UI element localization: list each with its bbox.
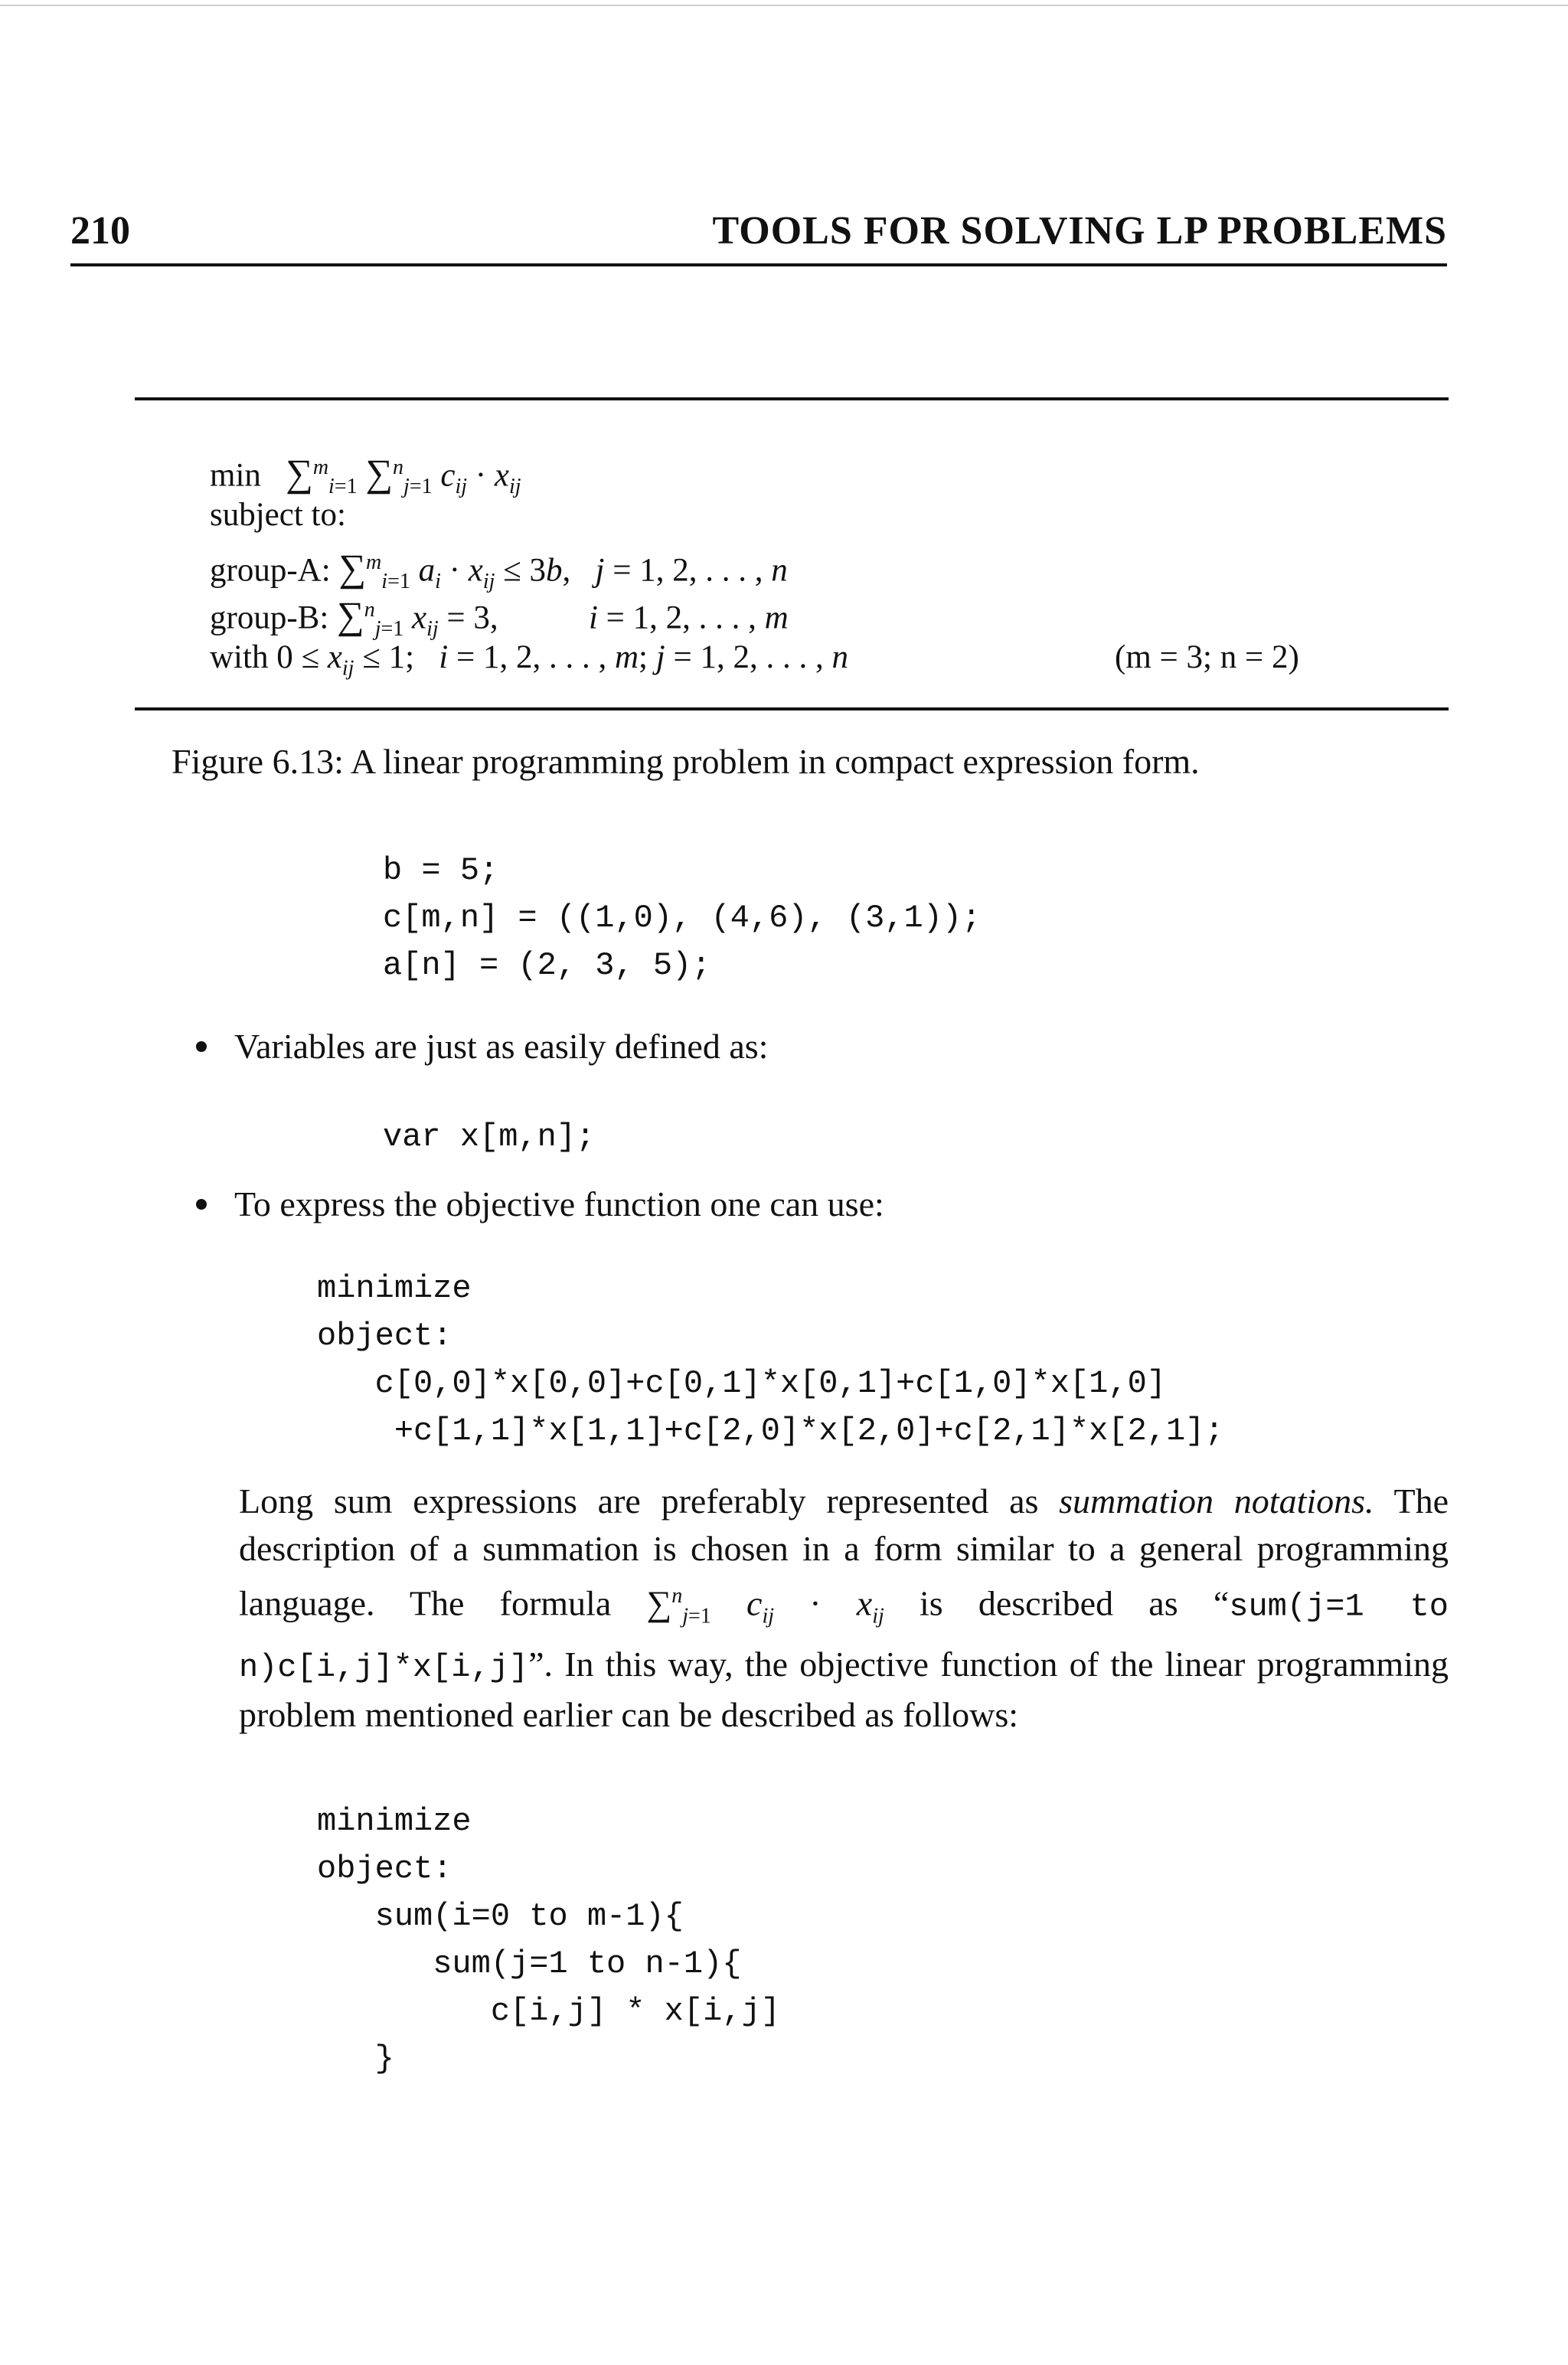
running-title: TOOLS FOR SOLVING LP PROBLEMS	[712, 209, 1447, 253]
code-block-objective	[317, 1265, 1224, 1455]
group-b-label: group-B:	[210, 599, 329, 636]
scan-top-edge	[0, 5, 1568, 6]
bullet-icon	[196, 1199, 207, 1210]
code-block-data	[383, 847, 981, 989]
code-line: }	[317, 2040, 394, 2077]
bullet-item-variables: Variables are just as easily defined as:	[196, 1026, 768, 1067]
code-line: object:	[317, 1851, 452, 1887]
code-line: +c[1,1]*x[1,1]+c[2,0]*x[2,0]+c[2,1]*x[2,1];	[317, 1413, 1224, 1449]
objective-line: min ∑$^m_{i=1}$ ∑$^n_{j=1}$ $c_{ij} \cdot x_{ij}$	[210, 451, 521, 498]
code-line: c[m,n] = ((1,0), (4,6), (3,1));	[383, 900, 982, 936]
code-line: a[n] = (2, 3, 5);	[383, 947, 711, 984]
inline-code: sum(j=1 to n)c[i,j]*x[i,j]	[239, 1588, 1449, 1686]
min-label: min	[210, 457, 261, 494]
bullet-item-objective: To express the objective function one can use:	[196, 1184, 884, 1224]
figure-top-rule	[135, 397, 1449, 400]
code-line: c[0,0]*x[0,0]+c[0,1]*x[0,1]+c[1,0]*x[1,0]	[317, 1365, 1166, 1402]
body-paragraph: Long sum expressions are preferably represented as summation notations. The description of a summation is chosen in a form similar to a general programming language. The formula ∑$^n_{j=1}$ $c_{ij} \cdot x_{ij}$ is described as “sum(j=1 to n)c[i,j]*x[i,j]”. In this way, the objective function of the linear programming problem mentioned earlier can be described as follows:	[239, 1481, 1449, 1734]
page-number: 210	[70, 209, 130, 253]
bullet-icon	[196, 1041, 207, 1052]
code-line: sum(i=0 to m-1){	[317, 1898, 684, 1935]
header-rule	[70, 263, 1447, 266]
code-line: sum(j=1 to n-1){	[317, 1945, 742, 1982]
subject-to-line	[210, 493, 346, 537]
code-line: minimize	[317, 1803, 472, 1840]
subject-to-label: subject to:	[210, 497, 346, 533]
group-a-label: group-A:	[210, 552, 331, 589]
figure-caption: Figure 6.13: A linear programming problem in compact expression form.	[172, 742, 1200, 781]
code-line: object:	[317, 1318, 452, 1354]
code-line: minimize	[317, 1270, 472, 1307]
code-var-declaration: var x[m,n];	[383, 1119, 596, 1155]
page-header	[70, 208, 1447, 269]
with-label: with	[210, 639, 269, 675]
figure-bottom-rule	[135, 707, 1449, 710]
emphasis-text: summation notations.	[1059, 1481, 1374, 1521]
bounds-constraint: with $0 \le x_{ij} \le 1$; i = 1, 2, . . . , m; j = 1, 2, . . . , n	[210, 639, 848, 681]
code-line: c[i,j] * x[i,j]	[317, 1993, 780, 2030]
code-block-summation	[317, 1798, 780, 2082]
parameter-values: (m = 3; n = 2)	[1115, 639, 1299, 675]
group-b-constraint: group-B: ∑$^n_{j=1}$ $x_{ij} = 3$, i = 1, 2, . . . , m	[210, 593, 789, 641]
group-a-constraint: group-A: ∑$^m_{i=1}$ $a_i \cdot x_{ij} \le 3b$, j = 1, 2, . . . , n	[210, 546, 788, 593]
code-line: b = 5;	[383, 852, 499, 889]
